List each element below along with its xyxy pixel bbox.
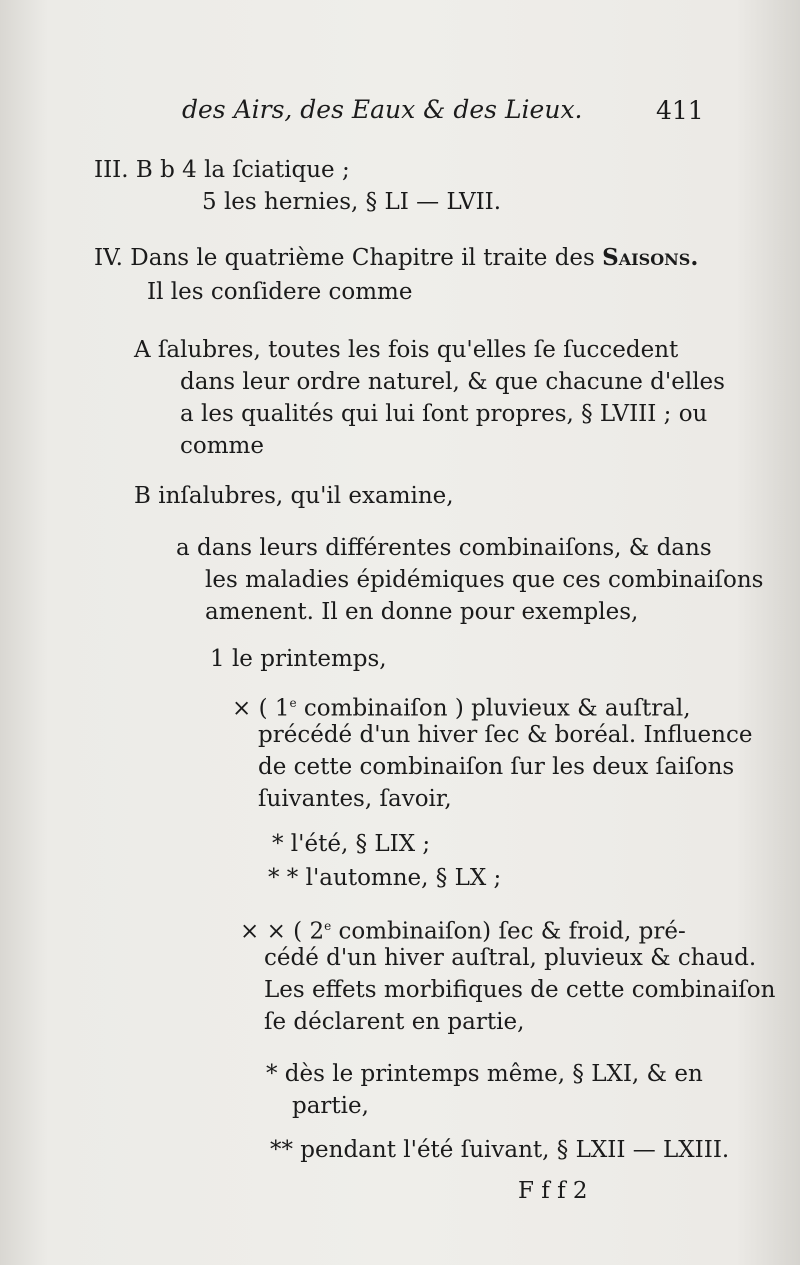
signature-mark: F f f 2 (518, 1178, 588, 1204)
text-line: * l'été, § LIX ; (272, 831, 431, 857)
text-line: 5 les hernies, § LI — LVII. (202, 189, 502, 215)
text-fragment: × ( 1 (232, 695, 290, 722)
text-line (94, 244, 698, 272)
text-line: a les qualités qui lui ſont propres, § LVIII ; ou (180, 401, 708, 427)
text-line: III. B b 4 la ſciatique ; (94, 157, 350, 183)
running-header: des Airs, des Eaux & des Lieux. (182, 95, 583, 124)
text-line: Les effets morbifiques de cette combinaiſon (264, 977, 776, 1003)
text-line: * * l'automne, § LX ; (268, 865, 502, 891)
text-line: amenent. Il en donne pour exemples, (205, 599, 639, 625)
text-fragment: × × ( 2 (240, 918, 325, 945)
text-line: comme (180, 433, 264, 459)
text-line: ** pendant l'été ſuivant, § LXII — LXIII. (270, 1137, 730, 1163)
text-line: ſuivantes, ſavoir, (258, 786, 452, 812)
text-line (240, 912, 686, 946)
superscript: e (324, 919, 332, 933)
text-line: dans leur ordre naturel, & que chacune d'elles (180, 369, 725, 395)
text-line: partie, (292, 1093, 369, 1119)
text-line: B inſalubres, qu'il examine, (134, 483, 454, 509)
text-line: de cette combinaiſon ſur les deux ſaiſons (258, 754, 735, 780)
text-line: * dès le printemps même, § LXI, & en (266, 1061, 703, 1087)
superscript: e (289, 696, 297, 710)
page-number: 411 (656, 96, 704, 125)
text-line: les maladies épidémiques que ces combinaiſons (205, 567, 764, 593)
text-line: Il les conſidere comme (147, 279, 413, 305)
text-line: précédé d'un hiver ſec & boréal. Influence (258, 722, 753, 748)
text-line (232, 689, 691, 723)
text-fragment: combinaiſon) ſec & froid, pré- (331, 918, 686, 945)
text-fragment: IV. Dans le quatrième Chapitre il traite des (94, 245, 595, 271)
text-line: A ſalubres, toutes les fois qu'elles ſe ſuccedent (134, 337, 679, 363)
text-line: a dans leurs différentes combinaiſons, & dans (176, 535, 712, 561)
text-line: cédé d'un hiver auſtral, pluvieux & chaud. (264, 945, 757, 971)
small-caps-term: Saisons. (602, 244, 699, 271)
text-fragment: combinaiſon ) pluvieux & auſtral, (296, 695, 691, 722)
text-line: ſe déclarent en partie, (264, 1009, 525, 1035)
text-line: 1 le printemps, (210, 646, 387, 672)
